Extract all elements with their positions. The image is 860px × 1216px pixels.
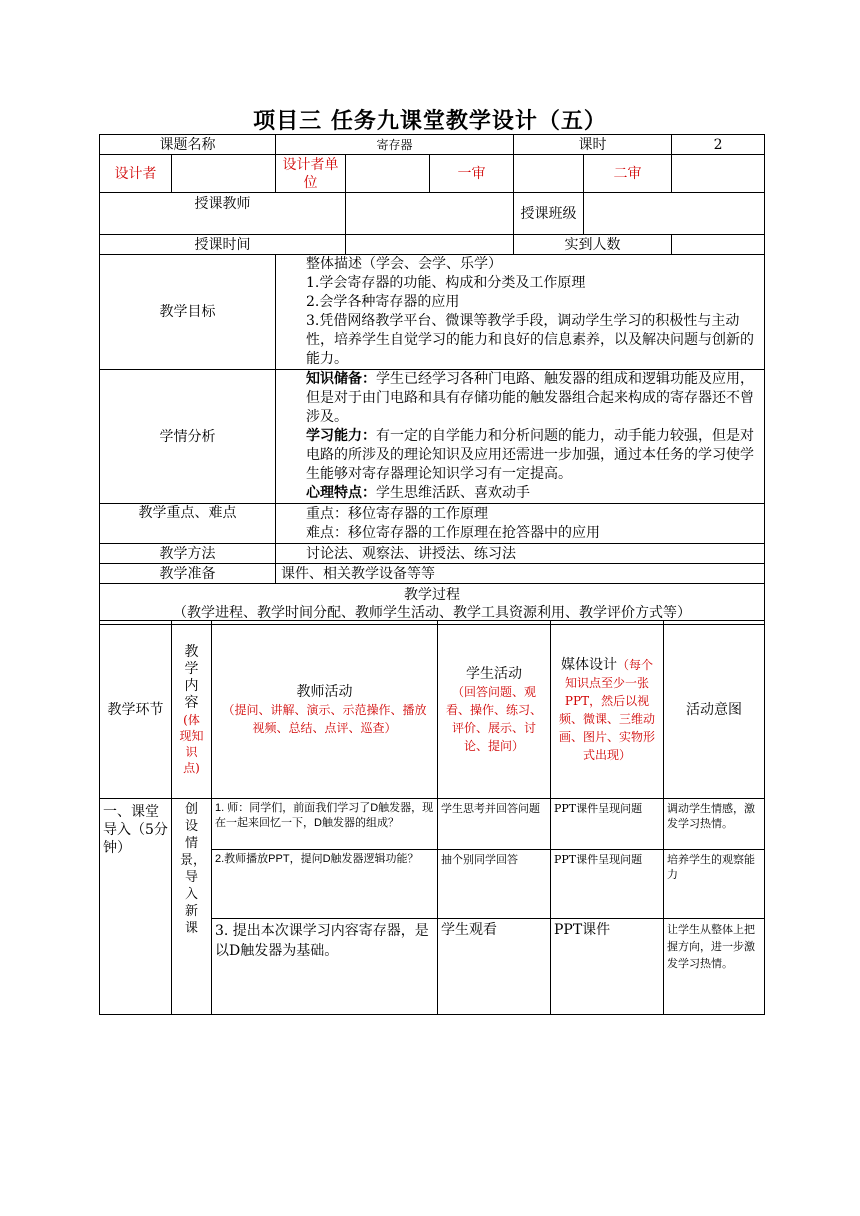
stage1-name: 一、课堂导入（5分钟） — [100, 799, 172, 1015]
header-teacher-note: （提问、讲解、演示、示范操作、播放视频、总结、点评、巡查） — [222, 702, 427, 735]
goals-label: 教学目标 — [100, 255, 276, 370]
analysis-label: 学情分析 — [100, 370, 276, 504]
analysis-head: 学习能力： — [306, 428, 376, 444]
process-subtitle: （教学进程、教学时间分配、教师学生活动、教学工具资源利用、教学评价方式等） — [173, 605, 691, 621]
time-value — [346, 235, 514, 255]
header-student-note: （回答问题、观看、操作、练习、评价、展示、讨论、提问） — [445, 684, 542, 753]
stage1-teacher-2: 2.教师播放PPT，提问D触发器逻辑功能？ — [212, 850, 438, 919]
keypoint-difficult: 难点：移位寄存器的工作原理在抢答器中的应用 — [306, 524, 600, 541]
stage1-content: 创设情景，导入新课 — [172, 799, 212, 1015]
header-student: 学生活动 （回答问题、观看、操作、练习、评价、展示、讨论、提问） — [438, 621, 551, 799]
review1-value — [514, 155, 584, 193]
process-table — [99, 620, 764, 1015]
header-teacher: 教师活动 （提问、讲解、演示、示范操作、播放视频、总结、点评、巡查） — [212, 621, 438, 799]
goal-line: 3.凭借网络教学平台、微课等教学手段，调动学生学习的积极性与主动性，培养学生自觉学习的能力和良好的信息素养，以及解决问题与创新的能力。 — [306, 313, 754, 367]
designer-unit-value — [346, 155, 430, 193]
methods-value: 讨论法、观察法、讲授法、练习法 — [276, 544, 765, 564]
stage1-student-3: 学生观看 — [438, 919, 551, 1015]
designer-label: 设计者 — [100, 155, 172, 193]
plan-table — [99, 254, 764, 625]
methods-label: 教学方法 — [100, 544, 276, 564]
review2-value — [672, 155, 765, 193]
keypoint-key: 重点：移位寄存器的工作原理 — [306, 505, 488, 522]
designer-unit-label: 设计者单位 — [276, 155, 346, 193]
stage1-teacher-3: 3. 提出本次课学习内容寄存器，是以D触发器为基础。 — [212, 919, 438, 1015]
goal-line: 整体描述（学会、会学、乐学） — [306, 256, 502, 272]
header-intent: 活动意图 — [664, 621, 765, 799]
info-table — [99, 134, 764, 255]
header-media-note: （每个知识点至少一张PPT，然后以视频、微课、三维动画、图片、实物形式出现） — [558, 657, 655, 762]
class-hours-value: 2 — [672, 135, 765, 155]
header-content-note: (体现知识点) — [179, 712, 204, 775]
stage1-teacher-1: 1. 师：同学们，前面我们学习了D触发器，现在一起来回忆一下，D触发器的组成？ — [212, 799, 438, 850]
review1-label: 一审 — [430, 155, 514, 193]
goal-line: 1.学会寄存器的功能、构成和分类及工作原理 — [306, 275, 586, 291]
process-title: 教学过程 — [404, 587, 460, 603]
time-label: 授课时间 — [100, 235, 346, 255]
keypoints-content — [276, 504, 765, 544]
keypoints-label: 教学重点、难点 — [100, 504, 276, 544]
attendance-label: 实到人数 — [514, 235, 672, 255]
stage1-student-2: 抽个别同学回答 — [438, 850, 551, 919]
analysis-content — [276, 370, 765, 504]
teacher-value — [346, 193, 514, 235]
header-content: 教学内容 (体现知识点) — [172, 621, 212, 799]
stage1-intent-1: 调动学生情感，激发学习热情。 — [664, 799, 765, 850]
stage1-intent-2: 培养学生的观察能力 — [664, 850, 765, 919]
prep-label: 教学准备 — [100, 564, 276, 584]
goal-line: 2.会学各种寄存器的应用 — [306, 294, 460, 310]
designer-value — [172, 155, 276, 193]
analysis-item: 知识储备：学生已经学习各种门电路、触发器的组成和逻辑功能及应用，但是对于由门电路和具有存储功能的触发器组合起来构成的寄存器还不曾涉及。 — [306, 371, 754, 425]
stage1-media-2: PPT课件呈现问题 — [551, 850, 664, 919]
goals-content — [276, 255, 765, 370]
header-media: 媒体设计（每个知识点至少一张PPT，然后以视频、微课、三维动画、图片、实物形式出现） — [551, 621, 664, 799]
page-title: 项目三 任务九课堂教学设计（五） — [253, 109, 607, 134]
stage1-media-1: PPT课件呈现问题 — [551, 799, 664, 850]
stage1-media-3: PPT课件 — [551, 919, 664, 1015]
class-value — [584, 193, 765, 235]
course-name-label: 课题名称 — [100, 135, 276, 155]
stage1-intent-3: 让学生从整体上把握方向，进一步激发学习热情。 — [664, 919, 765, 1015]
class-label: 授课班级 — [514, 193, 584, 235]
stage1-student-1: 学生思考并回答问题 — [438, 799, 551, 850]
analysis-item: 学习能力：有一定的自学能力和分析问题的能力，动手能力较强，但是对电路的所涉及的理论知识及应用还需进一步加强，通过本任务的学习使学生能够对寄存器理论知识学习有一定提高。 — [306, 428, 754, 482]
analysis-head: 知识储备： — [306, 371, 376, 387]
review2-label: 二审 — [584, 155, 672, 193]
analysis-head: 心理特点： — [306, 485, 376, 501]
header-stage: 教学环节 — [100, 621, 172, 799]
process-heading — [100, 584, 765, 625]
prep-value: 课件、相关教学设备等等 — [276, 564, 765, 584]
attendance-value — [672, 235, 765, 255]
teacher-label: 授课教师 — [100, 193, 346, 235]
analysis-item: 心理特点：学生思维活跃、喜欢动手 — [306, 485, 530, 501]
course-name-value: 寄存器 — [276, 135, 514, 155]
class-hours-label: 课时 — [514, 135, 672, 155]
